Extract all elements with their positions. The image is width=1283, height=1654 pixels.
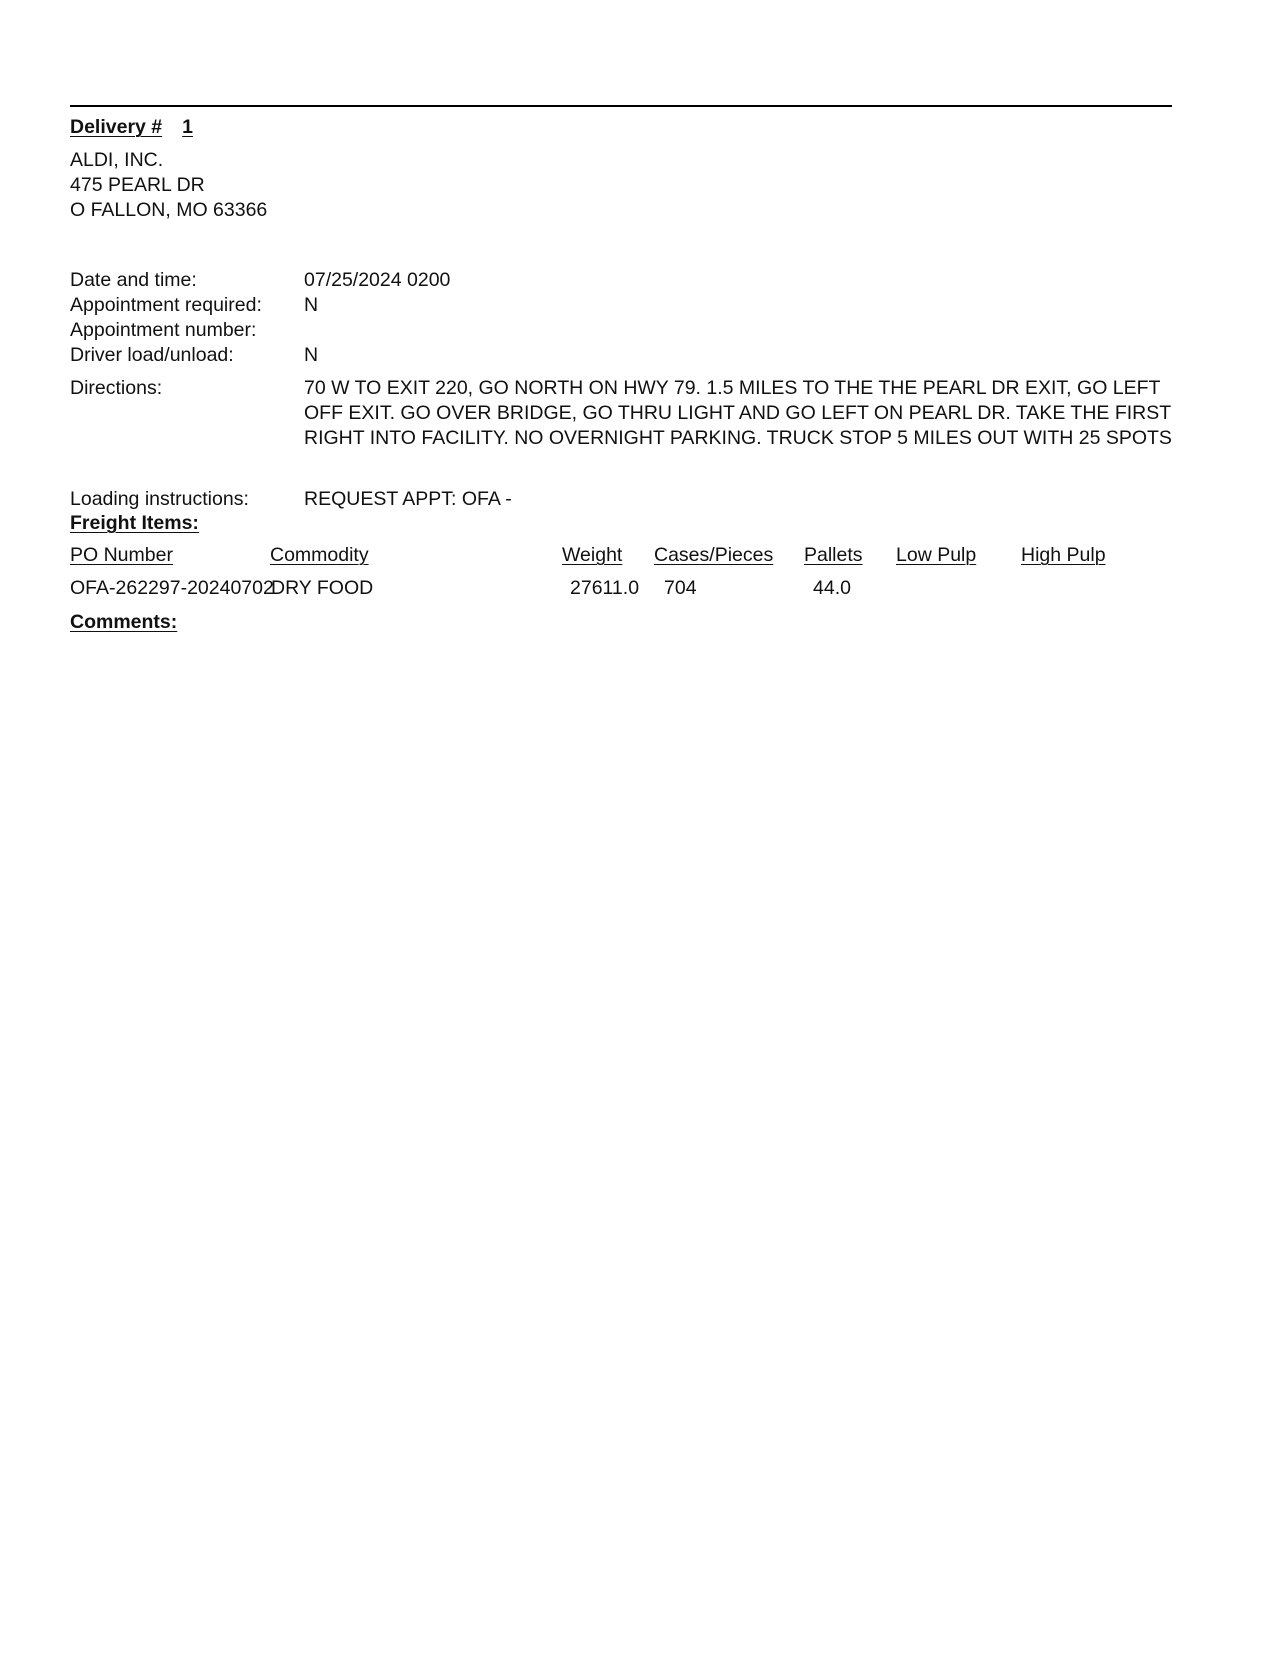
col-weight: Weight bbox=[562, 544, 623, 566]
appointment-required-label: Appointment required: bbox=[70, 294, 262, 316]
col-low-pulp: Low Pulp bbox=[896, 544, 977, 566]
delivery-address bbox=[70, 148, 267, 223]
appointment-required-value: N bbox=[304, 294, 319, 316]
address-street: 475 PEARL DR bbox=[70, 174, 205, 196]
cell-weight: 27611.0 bbox=[570, 577, 640, 599]
col-high-pulp: High Pulp bbox=[1021, 544, 1106, 566]
delivery-heading-label: Delivery # bbox=[70, 116, 163, 138]
directions-label: Directions: bbox=[70, 377, 163, 399]
driver-load-label: Driver load/unload: bbox=[70, 344, 234, 366]
delivery-number: 1 bbox=[182, 116, 194, 138]
delivery-heading bbox=[70, 115, 193, 139]
address-city-state-zip: O FALLON, MO 63366 bbox=[70, 199, 268, 221]
loading-instructions-value: REQUEST APPT: OFA - bbox=[304, 488, 512, 510]
loading-instructions-label: Loading instructions: bbox=[70, 488, 249, 510]
top-divider bbox=[70, 105, 1172, 107]
cell-pallets: 44.0 bbox=[813, 577, 851, 599]
cell-cases-pieces: 704 bbox=[664, 577, 697, 599]
date-time-label: Date and time: bbox=[70, 269, 197, 291]
appointment-number-label: Appointment number: bbox=[70, 319, 257, 341]
col-commodity: Commodity bbox=[270, 544, 369, 566]
address-name: ALDI, INC. bbox=[70, 149, 164, 171]
driver-load-value: N bbox=[304, 344, 319, 366]
cell-po-number: OFA-262297-20240702 bbox=[70, 577, 274, 599]
col-cases-pieces: Cases/Pieces bbox=[654, 544, 774, 566]
comments-heading: Comments: bbox=[70, 611, 178, 633]
col-pallets: Pallets bbox=[804, 544, 863, 566]
cell-commodity: DRY FOOD bbox=[271, 577, 374, 599]
directions-value: 70 W TO EXIT 220, GO NORTH ON HWY 79. 1.5 MILES TO THE THE PEARL DR EXIT, GO LEFT OFF EXIT. GO OVER BRIDGE, GO THRU LIGHT AND GO LEFT ON PEARL DR. TAKE THE FIRST RIGHT INTO FACILITY. NO OVERNIGHT PARKING. TRUCK STOP 5 MILES OUT WITH 25 SPOTS bbox=[304, 377, 1172, 449]
freight-items-heading: Freight Items: bbox=[70, 512, 199, 534]
col-po-number: PO Number bbox=[70, 544, 173, 566]
date-time-value: 07/25/2024 0200 bbox=[304, 269, 451, 291]
